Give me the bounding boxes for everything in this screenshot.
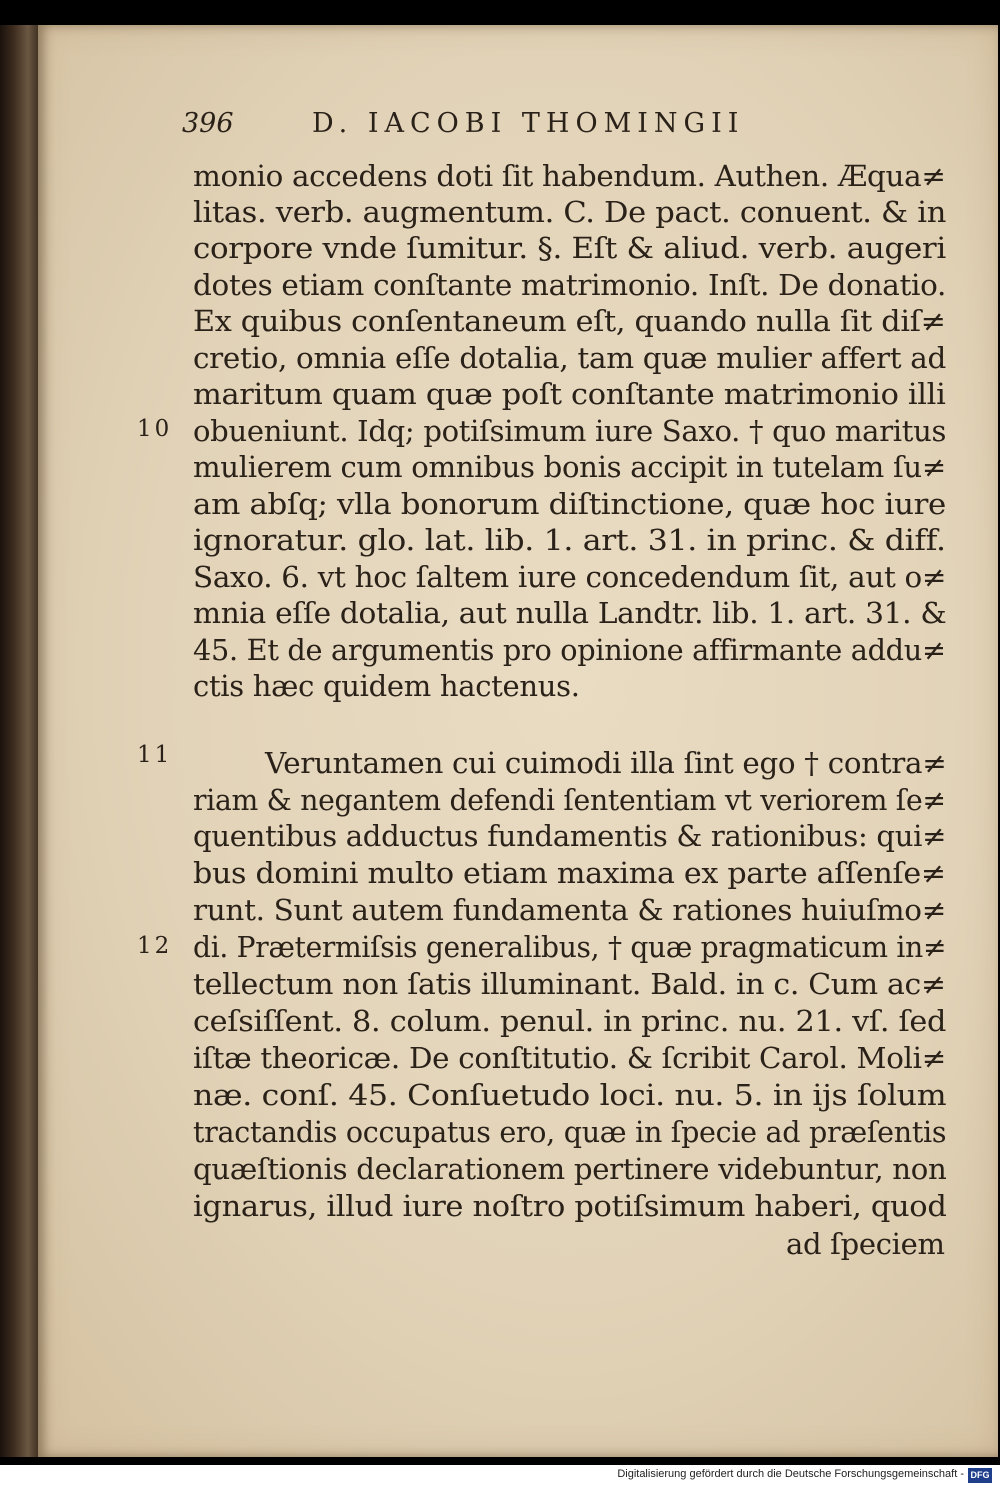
text-line: iſtæ theoricæ. De conſtitutio. & ſcribit Carol. Moli≠ bbox=[193, 1041, 946, 1075]
running-head bbox=[182, 108, 842, 148]
text-line: mnia eſſe dotalia, aut nulla Landtr. lib. 1. art. 31. & bbox=[193, 596, 947, 630]
text-line: ceſsiſſent. 8. colum. penul. in princ. nu. 21. vſ. ſed bbox=[193, 1004, 947, 1038]
text-line: quæſtionis declarationem pertinere videbuntur, non bbox=[193, 1152, 947, 1186]
text-line: di. Prætermiſsis generalibus, † quæ pragmaticum in≠ bbox=[193, 930, 947, 964]
text-line: monio accedens doti ſit habendum. Authen. Æqua≠ bbox=[193, 159, 946, 193]
text-line: quentibus adductus fundamentis & rationibus: qui≠ bbox=[193, 819, 947, 853]
text-line: cretio, omnia eſſe dotalia, tam quæ mulier affert ad bbox=[193, 341, 947, 375]
text-line: næ. conſ. 45. Conſuetudo loci. nu. 5. in ijs ſolum bbox=[193, 1078, 947, 1112]
dfg-logo-icon: DFG bbox=[968, 1468, 992, 1483]
text-line: maritum quam quæ poſt conſtante matrimonio illi bbox=[193, 377, 946, 411]
text-line: am abſq; vlla bonorum diſtinctione, quæ hoc iure bbox=[193, 487, 946, 521]
footer-bar bbox=[0, 1465, 1000, 1489]
text-line: litas. verb. augmentum. C. De pact. conuent. & in bbox=[193, 195, 947, 229]
text-line: riam & negantem defendi ſententiam vt veriorem ſe≠ bbox=[193, 783, 946, 817]
text-line: 45. Et de argumentis pro opinione affirmante addu≠ bbox=[193, 633, 946, 667]
margin-number: 11 bbox=[137, 742, 173, 768]
text-line: ignoratur. glo. lat. lib. 1. art. 31. in princ. & diff. bbox=[193, 523, 946, 557]
text-line: Veruntamen cui cuimodi illa ſint ego † contra≠ bbox=[265, 746, 947, 780]
text-line: runt. Sunt autem fundamenta & rationes huiuſmo≠ bbox=[193, 893, 947, 927]
text-line: obueniunt. Idq; potiſsimum iure Saxo. † quo maritus bbox=[193, 414, 947, 448]
text-line: Saxo. 6. vt hoc ſaltem iure concedendum ſit, aut o≠ bbox=[193, 560, 947, 594]
funding-credit: Digitalisierung gefördert durch die Deutsche Forschungsgemeinschaft - bbox=[617, 1468, 964, 1480]
text-line: tractandis occupatus ero, quæ in ſpecie ad præſentis bbox=[193, 1115, 947, 1149]
margin-number: 10 bbox=[137, 416, 173, 442]
text-line: bus domini multo etiam maxima ex parte aſſenſe≠ bbox=[193, 856, 946, 890]
text-line: ignarus, illud iure noſtro potiſsimum haberi, quod bbox=[193, 1189, 947, 1223]
margin-number: 12 bbox=[137, 933, 173, 959]
text-line: Ex quibus conſentaneum eſt, quando nulla ſit diſ≠ bbox=[193, 304, 946, 338]
text-line: ctis hæc quidem hactenus. bbox=[193, 669, 580, 703]
text-line: mulierem cum omnibus bonis accipit in tutelam ſu≠ bbox=[193, 450, 946, 484]
page-number: 396 bbox=[182, 108, 234, 139]
running-title: D. IACOBI THOMINGII bbox=[312, 108, 745, 139]
text-line: corpore vnde ſumitur. §. Eſt & aliud. verb. augeri bbox=[193, 231, 946, 265]
text-line: ad ſpeciem bbox=[786, 1227, 945, 1261]
text-line: dotes etiam conſtante matrimonio. Inſt. De donatio. bbox=[193, 268, 947, 302]
book-spine-edge bbox=[0, 25, 40, 1457]
text-line: tellectum non ſatis illuminant. Bald. in c. Cum ac≠ bbox=[193, 967, 946, 1001]
